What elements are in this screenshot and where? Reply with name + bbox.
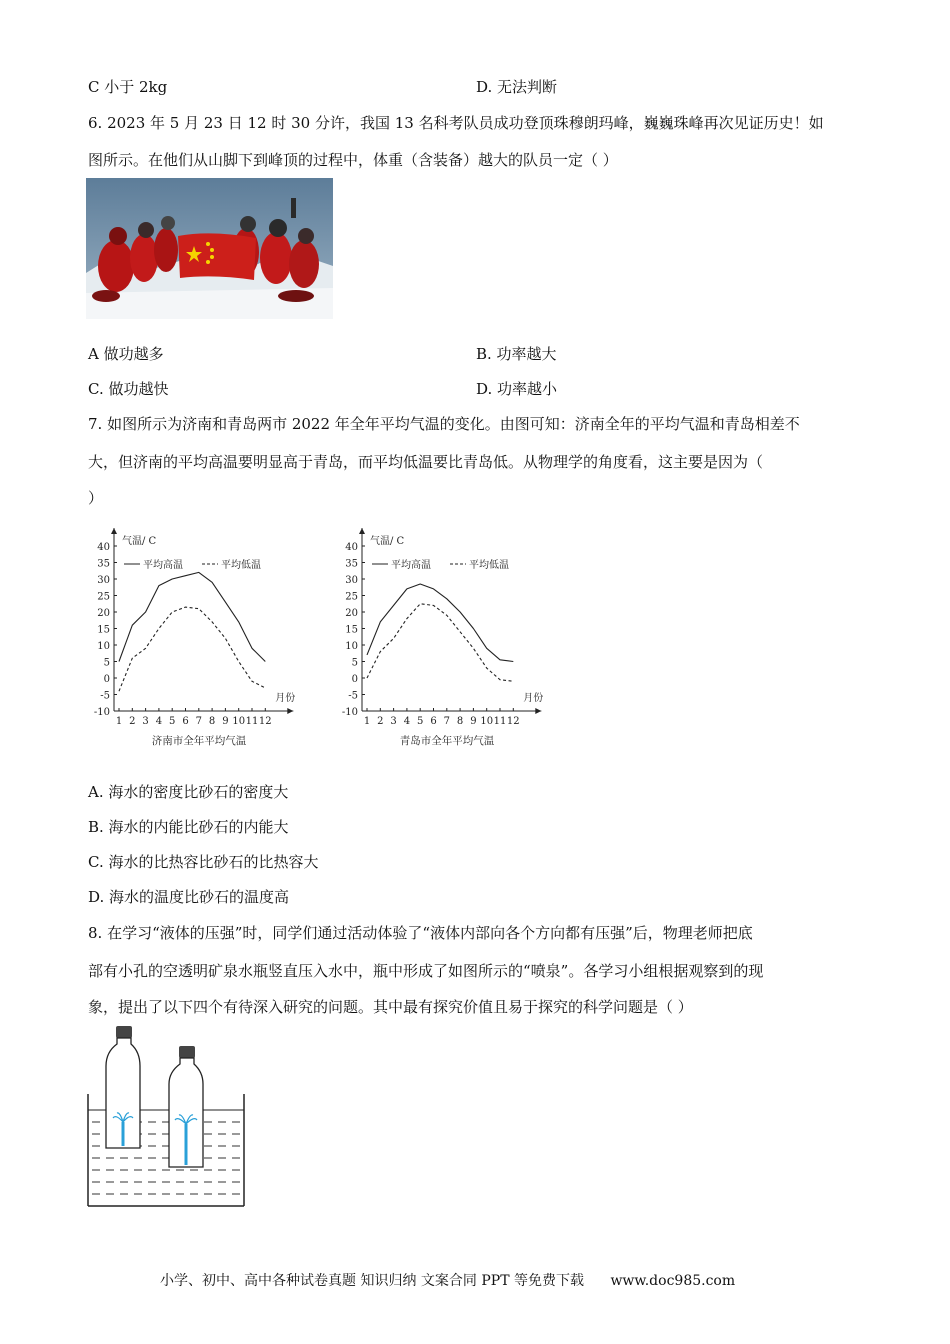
x-axis-label: 月份 (275, 693, 296, 704)
chart-qingdao (330, 512, 555, 756)
x-tick-label: 5 (417, 716, 424, 727)
q5-option-c: C 小于 2kg (88, 78, 168, 96)
x-tick-label: 7 (195, 716, 202, 727)
summit-photo (86, 178, 333, 319)
x-tick-label: 9 (222, 716, 229, 727)
y-tick-label: 0 (103, 674, 110, 685)
legend-label: 平均低温 (221, 560, 261, 571)
series-line-low (119, 607, 265, 691)
x-tick-label: 5 (169, 716, 176, 727)
y-tick-label: 5 (103, 657, 110, 669)
q7-option-c: C. 海水的比热容比砂石的比热容大 (88, 853, 319, 871)
q7-option-a: A. 海水的密度比砂石的密度大 (88, 783, 289, 801)
y-tick-label: 15 (97, 624, 110, 636)
right-bottle (169, 1046, 203, 1167)
chart-title: 青岛市全年平均气温 (399, 735, 495, 747)
y-tick-label: 15 (345, 624, 358, 636)
x-tick-label: 12 (258, 716, 272, 727)
y-tick-label: 10 (97, 641, 110, 652)
x-tick-label: 10 (232, 716, 246, 727)
y-axis-arrow (111, 528, 117, 534)
chart-jinan-svg (82, 512, 307, 752)
y-tick-label: 0 (351, 674, 358, 685)
q8-stem-line1: 8. 在学习“液体的压强”时，同学们通过活动体验了“液体内部向各个方向都有压强”后，物理老师把底 (88, 924, 753, 942)
q6-stem-line1: 6. 2023 年 5 月 23 日 12 时 30 分许，我国 13 名科考队员成功登顶珠穆朗玛峰，巍巍珠峰再次见证历史！如 (88, 114, 824, 132)
y-tick-label: 40 (97, 542, 110, 553)
chart-jinan (82, 512, 307, 756)
x-axis-label: 月份 (523, 693, 544, 704)
x-tick-label: 6 (430, 716, 437, 727)
x-tick-label: 1 (363, 716, 371, 727)
q6-option-d: D. 功率越小 (476, 380, 558, 398)
x-tick-label: 8 (208, 716, 216, 727)
y-tick-label: 25 (97, 591, 110, 603)
y-tick-label: -10 (341, 707, 358, 718)
page-footer (160, 1270, 735, 1290)
y-tick-label: 40 (345, 542, 358, 553)
legend-label: 平均高温 (391, 560, 431, 571)
y-tick-label: 35 (97, 558, 110, 570)
legend-label: 平均高温 (143, 560, 183, 571)
q8-stem-line3: 象，提出了以下四个有待深入研究的问题。其中最有探究价值且易于探究的科学问题是（ ） (88, 998, 693, 1016)
x-tick-label: 12 (506, 716, 520, 727)
chart-title: 济南市全年平均气温 (151, 735, 247, 747)
q5-option-d: D. 无法判断 (476, 78, 558, 96)
q7-stem-line3: ） (88, 489, 104, 507)
x-tick-label: 11 (493, 716, 507, 727)
x-tick-label: 11 (245, 716, 259, 727)
chart-qingdao-svg (330, 512, 555, 752)
y-tick-label: 30 (97, 575, 110, 586)
footer-text: 小学、初中、高中各种试卷真题 知识归纳 文案合同 PPT 等免费下载 (160, 1273, 584, 1289)
y-axis-arrow (359, 528, 365, 534)
left-bottle (106, 1026, 140, 1148)
y-tick-label: 10 (345, 641, 358, 652)
y-tick-label: -5 (348, 690, 358, 702)
x-tick-label: 1 (115, 716, 123, 727)
x-tick-label: 4 (403, 716, 411, 727)
q6-option-c: C. 做功越快 (88, 380, 169, 398)
series-line-high (367, 584, 513, 662)
national-flag (178, 233, 256, 280)
y-tick-label: 20 (97, 608, 110, 619)
y-tick-label: 30 (345, 575, 358, 586)
q7-option-d: D. 海水的温度比砂石的温度高 (88, 888, 290, 906)
q6-stem-line2: 图所示。在他们从山脚下到峰顶的过程中，体重（含装备）越大的队员一定（ ） (88, 151, 618, 169)
footer-url[interactable]: www.doc985.com (610, 1273, 736, 1289)
x-tick-label: 4 (155, 716, 163, 727)
y-tick-label: 5 (351, 657, 358, 669)
x-tick-label: 10 (480, 716, 494, 727)
x-tick-label: 6 (182, 716, 189, 727)
y-tick-label: 20 (345, 608, 358, 619)
y-tick-label: -10 (93, 707, 110, 718)
q8-stem-line2: 部有小孔的空透明矿泉水瓶竖直压入水中，瓶中形成了如图所示的“喷泉”。各学习小组根据观察到的现 (88, 962, 764, 980)
series-line-high (119, 572, 265, 661)
y-tick-label: -5 (100, 690, 110, 702)
series-line-low (367, 604, 513, 682)
q7-stem-line2: 大，但济南的平均高温要明显高于青岛，而平均低温要比青岛低。从物理学的角度看，这主要是因为（ (88, 453, 764, 471)
x-tick-label: 9 (470, 716, 477, 727)
q7-option-b: B. 海水的内能比砂石的内能大 (88, 818, 289, 836)
x-tick-label: 8 (456, 716, 464, 727)
y-tick-label: 25 (345, 591, 358, 603)
q6-option-a: A 做功越多 (88, 345, 164, 363)
q7-stem-line1: 7. 如图所示为济南和青岛两市 2022 年全年平均气温的变化。由图可知：济南全年的平均气温和青岛相差不 (88, 415, 800, 433)
y-axis-label: 气温/ C (370, 536, 405, 547)
x-axis-arrow (535, 708, 541, 714)
x-tick-label: 7 (443, 716, 450, 727)
x-tick-label: 3 (142, 716, 149, 727)
q6-option-b: B. 功率越大 (476, 345, 557, 363)
x-tick-label: 2 (129, 716, 136, 727)
legend-label: 平均低温 (469, 560, 509, 571)
bottle-fountain-figure (86, 1022, 248, 1212)
y-axis-label: 气温/ C (122, 536, 157, 547)
x-tick-label: 3 (390, 716, 397, 727)
y-tick-label: 35 (345, 558, 358, 570)
x-axis-arrow (287, 708, 293, 714)
x-tick-label: 2 (377, 716, 384, 727)
